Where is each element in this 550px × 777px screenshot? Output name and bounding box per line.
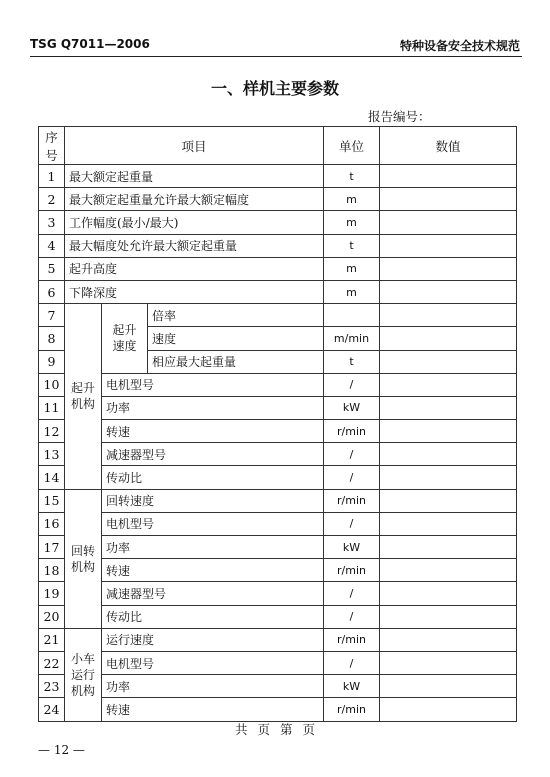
row-unit: m [324, 280, 380, 303]
group-label-line3: 机构 [70, 683, 95, 698]
row-unit: r/min [324, 420, 380, 443]
group-label-line2: 机构 [70, 397, 95, 412]
table-row [39, 373, 517, 396]
table-row [39, 559, 517, 582]
row-item: 电机型号 [102, 373, 324, 396]
group-hoisting-mechanism [65, 304, 102, 490]
row-unit: r/min [324, 489, 380, 512]
row-item: 工作幅度(最小/最大) [65, 211, 324, 234]
subgroup-hoisting-speed [102, 304, 148, 374]
subgroup-label-line2: 速度 [112, 339, 137, 354]
table-row [39, 675, 517, 698]
row-number: 21 [39, 628, 65, 651]
row-unit: / [324, 466, 380, 489]
col-header-unit: 单位 [324, 127, 380, 165]
row-value[interactable] [380, 280, 517, 303]
row-unit [324, 304, 380, 327]
table-row [39, 536, 517, 559]
group-trolley-mechanism [65, 628, 102, 721]
table-row [39, 651, 517, 674]
group-label-line1: 小车 [70, 651, 95, 666]
row-item: 功率 [102, 396, 324, 419]
row-item: 转速 [102, 559, 324, 582]
row-value[interactable] [380, 304, 517, 327]
row-unit: kW [324, 536, 380, 559]
row-number: 1 [39, 165, 65, 188]
row-unit: / [324, 443, 380, 466]
row-item: 减速器型号 [102, 582, 324, 605]
row-number: 20 [39, 605, 65, 628]
row-unit: / [324, 605, 380, 628]
row-value[interactable] [380, 651, 517, 674]
row-item: 运行速度 [102, 628, 324, 651]
row-value[interactable] [380, 675, 517, 698]
row-item: 功率 [102, 675, 324, 698]
table-row [39, 165, 517, 188]
col-header-number [39, 127, 65, 165]
table-row [39, 489, 517, 512]
section-title: 一、样机主要参数 [210, 79, 339, 98]
row-unit: / [324, 582, 380, 605]
group-label-line2: 机构 [70, 559, 95, 574]
row-number: 7 [39, 304, 65, 327]
col-header-item: 项目 [65, 127, 324, 165]
row-value[interactable] [380, 420, 517, 443]
row-item: 回转速度 [102, 489, 324, 512]
row-value[interactable] [380, 698, 517, 721]
row-value[interactable] [380, 512, 517, 535]
row-item: 转速 [102, 420, 324, 443]
row-value[interactable] [380, 582, 517, 605]
row-number: 24 [39, 698, 65, 721]
row-number: 10 [39, 373, 65, 396]
row-item: 最大额定起重量允许最大额定幅度 [65, 188, 324, 211]
row-value[interactable] [380, 327, 517, 350]
report-number-label: 报告编号： [368, 109, 431, 124]
col-header-number-line2: 号 [45, 147, 58, 163]
row-number: 23 [39, 675, 65, 698]
row-value[interactable] [380, 350, 517, 373]
col-header-value: 数值 [380, 127, 517, 165]
table-row [39, 443, 517, 466]
col-header-number-line1: 序 [45, 129, 58, 145]
row-value[interactable] [380, 466, 517, 489]
row-item: 转速 [102, 698, 324, 721]
row-unit: r/min [324, 628, 380, 651]
row-unit: m [324, 257, 380, 280]
row-number: 5 [39, 257, 65, 280]
table-row [39, 420, 517, 443]
row-value[interactable] [380, 605, 517, 628]
row-value[interactable] [380, 234, 517, 257]
row-value[interactable] [380, 211, 517, 234]
row-number: 22 [39, 651, 65, 674]
row-value[interactable] [380, 559, 517, 582]
row-value[interactable] [380, 257, 517, 280]
row-number: 11 [39, 396, 65, 419]
parameter-table [38, 126, 517, 722]
header-rule [30, 56, 522, 57]
row-value[interactable] [380, 188, 517, 211]
table-row [39, 605, 517, 628]
row-unit: r/min [324, 559, 380, 582]
row-number: 12 [39, 420, 65, 443]
row-number: 14 [39, 466, 65, 489]
row-item: 相应最大起重量 [148, 350, 324, 373]
row-item: 下降深度 [65, 280, 324, 303]
row-item: 起升高度 [65, 257, 324, 280]
page-count-line: 共 页 第 页 [235, 722, 315, 737]
row-value[interactable] [380, 165, 517, 188]
row-unit: m [324, 188, 380, 211]
row-value[interactable] [380, 628, 517, 651]
row-item: 速度 [148, 327, 324, 350]
row-unit: kW [324, 675, 380, 698]
group-slewing-mechanism [65, 489, 102, 628]
row-item: 传动比 [102, 466, 324, 489]
row-number: 4 [39, 234, 65, 257]
table-row [39, 304, 517, 327]
subgroup-label-line1: 起升 [112, 323, 137, 338]
table-row [39, 512, 517, 535]
table-row [39, 234, 517, 257]
table-header-row [39, 127, 517, 165]
row-item: 减速器型号 [102, 443, 324, 466]
row-item: 倍率 [148, 304, 324, 327]
table-row [39, 628, 517, 651]
row-unit: r/min [324, 698, 380, 721]
row-item: 电机型号 [102, 651, 324, 674]
row-unit: / [324, 512, 380, 535]
row-unit: / [324, 373, 380, 396]
row-number: 15 [39, 489, 65, 512]
row-number: 2 [39, 188, 65, 211]
table-row [39, 466, 517, 489]
group-label-line2: 运行 [70, 667, 95, 682]
table-row [39, 582, 517, 605]
row-item: 功率 [102, 536, 324, 559]
row-item: 电机型号 [102, 512, 324, 535]
row-number: 13 [39, 443, 65, 466]
row-number: 6 [39, 280, 65, 303]
standard-category: 特种设备安全技术规范 [399, 39, 520, 53]
row-number: 3 [39, 211, 65, 234]
row-value[interactable] [380, 396, 517, 419]
table-row [39, 211, 517, 234]
table-row [39, 188, 517, 211]
row-item: 最大幅度处允许最大额定起重量 [65, 234, 324, 257]
row-number: 9 [39, 350, 65, 373]
row-unit: t [324, 350, 380, 373]
row-number: 18 [39, 559, 65, 582]
page-number: — 12 — [38, 743, 85, 757]
group-label-line1: 回转 [70, 543, 95, 558]
row-value[interactable] [380, 489, 517, 512]
standard-code: TSG Q7011—2006 [30, 37, 150, 51]
table-row [39, 698, 517, 721]
row-unit: t [324, 165, 380, 188]
row-number: 19 [39, 582, 65, 605]
table-row [39, 280, 517, 303]
row-value[interactable] [380, 443, 517, 466]
row-unit: m/min [324, 327, 380, 350]
group-label-line1: 起升 [70, 381, 95, 396]
row-unit: / [324, 651, 380, 674]
row-item: 传动比 [102, 605, 324, 628]
table-row [39, 257, 517, 280]
row-value[interactable] [380, 373, 517, 396]
table-row [39, 396, 517, 419]
row-unit: kW [324, 396, 380, 419]
row-item: 最大额定起重量 [65, 165, 324, 188]
row-number: 16 [39, 512, 65, 535]
row-number: 17 [39, 536, 65, 559]
row-unit: m [324, 211, 380, 234]
row-number: 8 [39, 327, 65, 350]
row-unit: t [324, 234, 380, 257]
row-value[interactable] [380, 536, 517, 559]
